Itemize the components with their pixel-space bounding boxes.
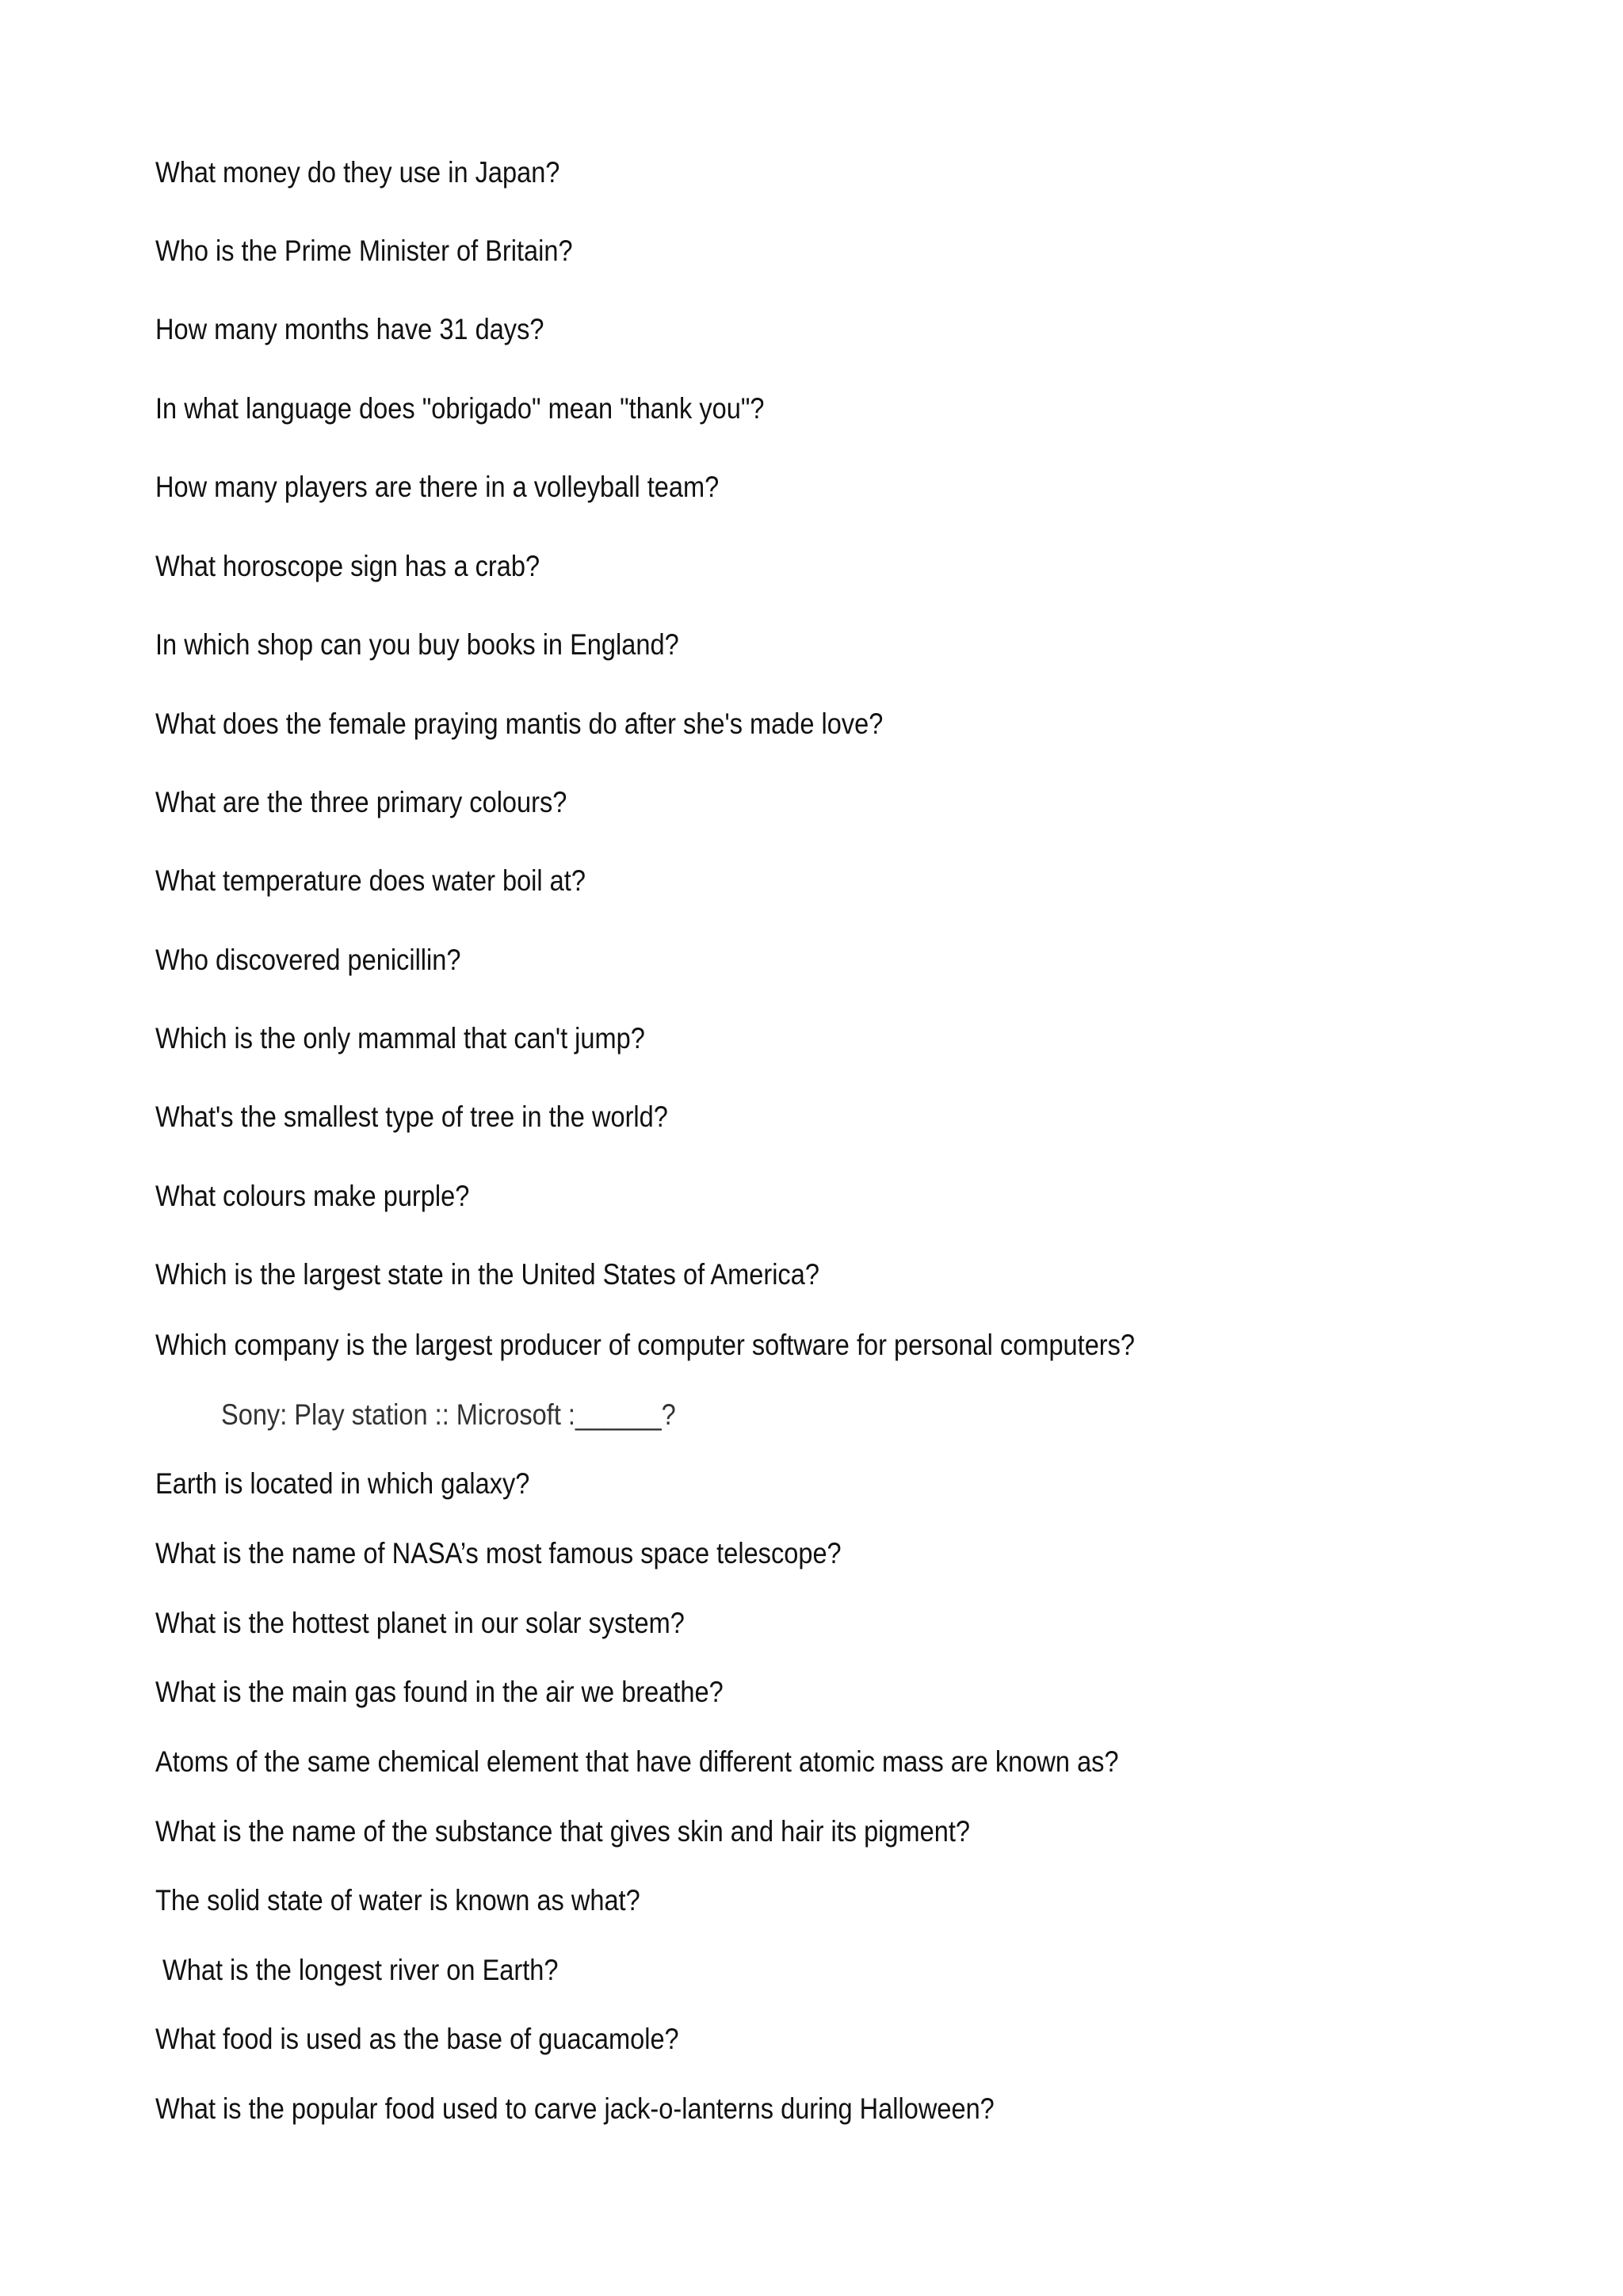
- question-6: What horoscope sign has a crab?: [155, 550, 540, 582]
- question-12: Which is the only mammal that can't jump?: [155, 1022, 645, 1055]
- question-2: Who is the Prime Minister of Britain?: [155, 235, 573, 267]
- question-10: What temperature does water boil at?: [155, 864, 586, 897]
- question-9: What are the three primary colours?: [155, 786, 567, 818]
- question-11: Who discovered penicillin?: [155, 944, 461, 976]
- question-16: Which company is the largest producer of computer software for personal computers?: [155, 1329, 1136, 1361]
- question-19: What is the name of NASA’s most famous space telescope?: [155, 1537, 842, 1569]
- question-5: How many players are there in a volleyball team?: [155, 471, 720, 503]
- question-21: What is the main gas found in the air we breathe?: [155, 1676, 724, 1708]
- question-23: What is the name of the substance that gives skin and hair its pigment?: [155, 1815, 971, 1848]
- question-13: What's the smallest type of tree in the world?: [155, 1100, 668, 1133]
- question-14: What colours make purple?: [155, 1180, 470, 1212]
- question-7: In which shop can you buy books in England?: [155, 628, 679, 661]
- question-27: What is the popular food used to carve jack-o-lanterns during Halloween?: [155, 2092, 995, 2125]
- question-24: The solid state of water is known as what?: [155, 1884, 640, 1917]
- question-8: What does the female praying mantis do after she's made love?: [155, 707, 884, 740]
- question-3: How many months have 31 days?: [155, 313, 544, 345]
- question-26: What food is used as the base of guacamole?: [155, 2023, 679, 2055]
- question-25: What is the longest river on Earth?: [162, 1954, 559, 1986]
- question-17: Sony: Play station :: Microsoft :______?: [221, 1398, 676, 1431]
- question-15: Which is the largest state in the United States of America?: [155, 1258, 819, 1291]
- question-1: What money do they use in Japan?: [155, 156, 560, 189]
- question-4: In what language does "obrigado" mean "thank you"?: [155, 392, 765, 425]
- question-22: Atoms of the same chemical element that have different atomic mass are known as?: [155, 1745, 1119, 1778]
- question-18: Earth is located in which galaxy?: [155, 1467, 530, 1500]
- question-20: What is the hottest planet in our solar system?: [155, 1607, 685, 1639]
